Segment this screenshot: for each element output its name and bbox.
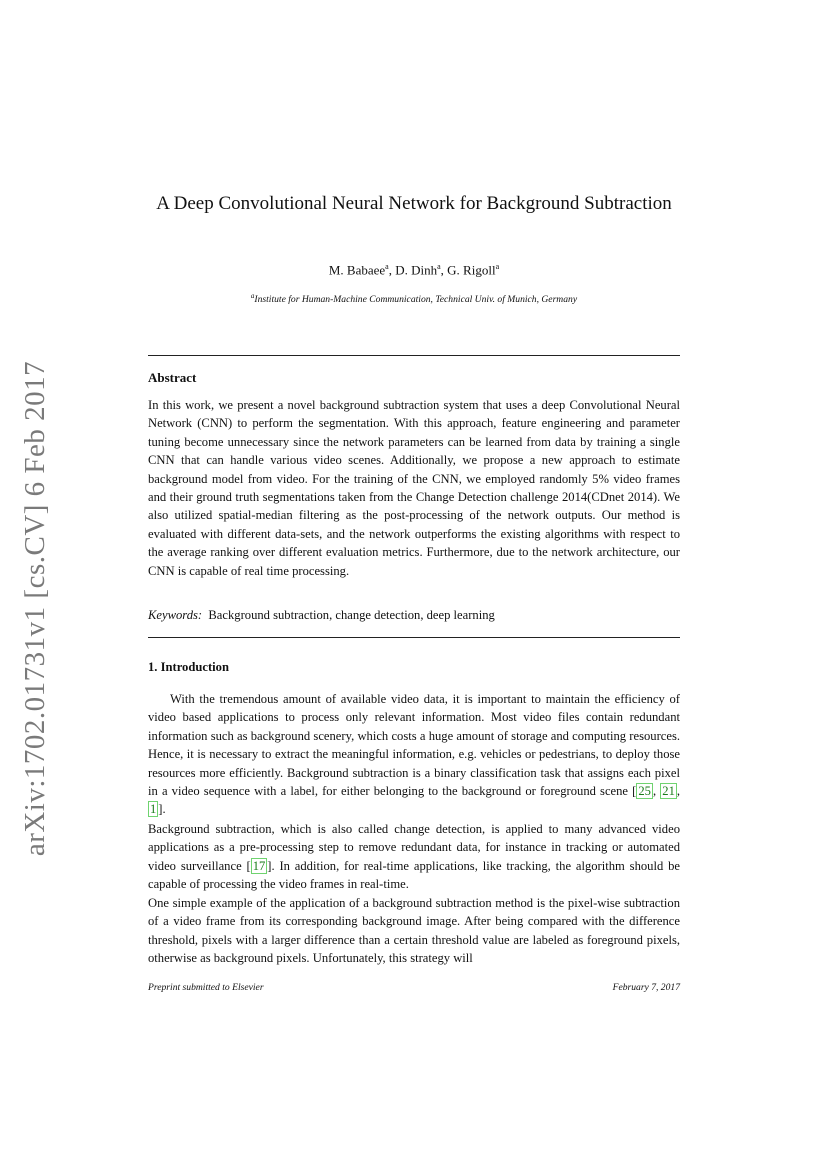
intro-paragraph-2: Background subtraction, which is also called change detection, is applied to many advanced video applications as a pre-processing step to remove redundant data, for instance in tracking or automated video surveillance [ 17 ]. In addition, for real-time applications, like tracking, the algorithm should be capable of processing the video frames in real-time. [148,822,680,892]
footer-date: February 7, 2017 [612,982,680,993]
affiliation [148,292,680,305]
abstract-heading: Abstract [148,370,197,385]
intro-paragraph-1: With the tremendous amount of available video data, it is important to maintain the efficiency of video based applications to process only relevant information. Most video files contain redundant information such as background scenery, which costs a huge amount of storage and computing resources. Hence, it is necessary to extract the meaningful information, e.g. vehicles or pedestrians, to deploy those resources more efficiently. Background subtraction is a binary classification task that assigns each pixel in a video sequence with a label, for either belonging to the background or foreground scene [ 25 , 21 , 1 ]. [148,692,681,817]
footer-preprint-note: Preprint submitted to Elsevier [148,982,264,993]
author-name: G. Rigoll [447,262,496,278]
author-name: M. Babaee [328,262,386,278]
paper-title: A Deep Convolutional Neural Network for Background Subtraction [156,193,672,214]
section-heading-introduction: 1. Introduction [148,660,229,674]
affiliation-text: Institute for Human-Machine Communication, Technical Univ. of Munich, Germany [254,294,578,306]
author-affiliation-mark: a [437,262,441,271]
intro-paragraph-3: One simple example of the application of a background subtraction method is the pixel-wise subtraction of a video frame from its corresponding background image. After being compared with the difference threshold, pixels with a larger difference than a certain threshold value are labeled as foreground pixels, otherwise as background pixels. Unfortunately, this strategy will [148,896,680,966]
intro-p1-text: With the tremendous amount of available video data, it is important to maintain the efficiency of video based applications to process only relevant information. Most video files contain redundant information such as background scenery, which costs a huge amount of storage and computing resources. Hence, it is necessary to extract the meaningful information, e.g. vehicles or pedestrians, to deploy those resources more efficiently. Background subtraction is a binary classification task that assigns each pixel in a video sequence with a label, for either belonging to the background or foreground scene [148,692,680,799]
intro-p2-text-before: Background subtraction, which is also called change detection, is applied to many advanced video applications as a pre-processing step to remove redundant data, for instance in tracking or automated video surveillance [148,822,680,873]
citation-link[interactable]: 1 [150,802,157,817]
abstract-text: In this work, we present a novel background subtraction system that uses a deep Convolutional Neural Network (CNN) to perform the segmentation. With this approach, feature engineering and parameter tuning become unnecessary since the network parameters can be learned from data by training a single CNN that can handle various video scenes. Additionally, we propose a new approach to estimate background model from video. For the training of the CNN, we employed randomly 5% video frames and their ground truth segmentations taken from the Change Detection challenge 2014(CDnet 2014). We also utilized spatial-median filtering as the post-processing of the network outputs. Our method is evaluated with different data-sets, and the network outperforms the existing algorithms with respect to the average ranking over different evaluation metrics. Furthermore, due to the network architecture, our CNN is capable of real time processing. [148,398,680,578]
author-name: D. Dinh [395,262,438,278]
author-affiliation-mark: a [385,262,389,271]
citation-link[interactable]: 25 [638,784,651,799]
arxiv-identifier-text: arXiv:1702.01731v1 [cs.CV] 6 Feb 2017 [19,360,52,856]
top-divider [148,355,680,356]
page-footer [148,982,680,993]
arxiv-side-identifier [14,360,58,856]
bottom-divider [148,637,680,638]
author-affiliation-mark: a [495,262,500,271]
keywords-label: Keywords: [148,608,203,622]
keywords-line [148,608,495,623]
author-list: M. Babaee$^a$, D. Dinh$^a$, G. Rigoll$^a$ [328,262,500,278]
citation-link[interactable]: 21 [662,784,675,799]
intro-p2-text-after: . In addition, for real-time applications, like tracking, the algorithm should be capable of processing the video frames in real-time. [148,858,680,892]
citation-link[interactable]: 17 [252,858,266,873]
affiliation-mark: a [250,292,255,300]
keywords-text: Background subtraction, change detection, deep learning [208,608,495,622]
